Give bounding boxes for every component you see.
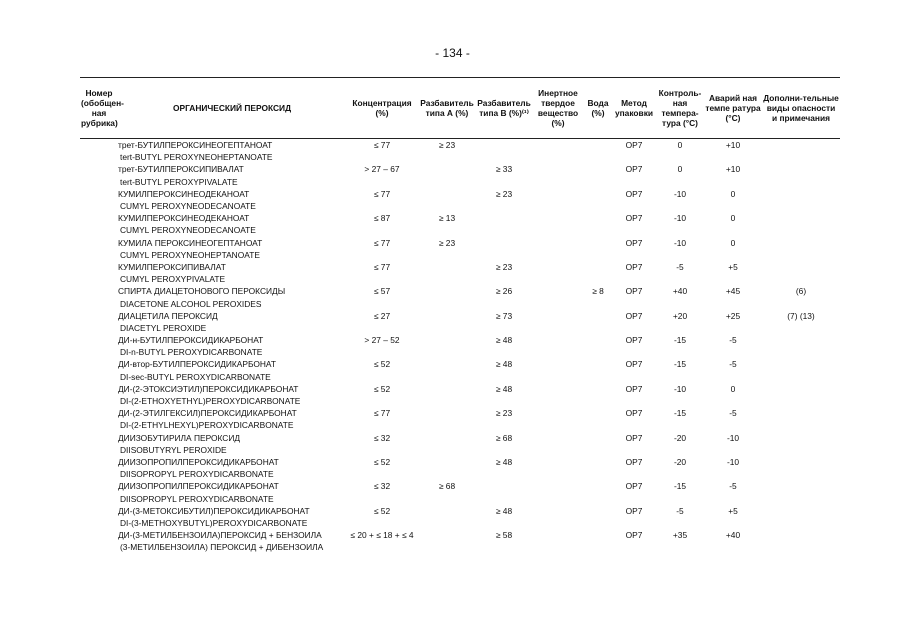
cell-emergency-temp: -5 [729, 481, 737, 492]
cell-num [80, 224, 118, 236]
cell-control-temp: -20 [673, 456, 687, 467]
cell-diluent-a [418, 432, 476, 444]
cell-inert-solid [532, 480, 584, 492]
cell-inert-solid [532, 407, 584, 419]
table-row [80, 407, 840, 419]
header-num: Номер (обобщен-ная рубрика) [80, 78, 118, 139]
cell-diluent-b [476, 139, 532, 152]
cell-packing-method: OP7 [625, 505, 643, 516]
header-hazards: Дополни-тельные виды опасности и примечания [762, 78, 840, 139]
cell-num [80, 261, 118, 273]
cell-diluent-b: ≥ 26 [495, 286, 513, 297]
cell-packing-method: OP7 [625, 140, 643, 151]
cell-peroxide-name-ru: ДИИЗОПРОПИЛПЕРОКСИДИКАРБОНАТ [118, 481, 279, 492]
cell-control-temp: -10 [673, 188, 687, 199]
cell-diluent-b: ≥ 23 [495, 261, 513, 272]
cell-num [80, 395, 118, 407]
cell-num [80, 310, 118, 322]
cell-packing-method: OP7 [625, 261, 643, 272]
cell-diluent-a [418, 529, 476, 541]
cell-peroxide-name-ru: ДИ-н-БУТИЛПЕРОКСИДИКАРБОНАТ [118, 335, 264, 346]
cell-diluent-a: ≥ 68 [438, 481, 456, 492]
cell-emergency-temp: 0 [730, 188, 736, 199]
cell-peroxide-name-ru: ДИ-(2-ЭТИЛГЕКСИЛ)ПЕРОКСИДИКАРБОНАТ [118, 408, 297, 419]
table-row-english [80, 322, 840, 334]
cell-control-temp: -5 [676, 505, 684, 516]
cell-num [80, 480, 118, 492]
cell-diluent-a: ≥ 13 [438, 213, 456, 224]
cell-peroxide-name-en: DIISOBUTYRYL PEROXIDE [120, 444, 227, 455]
cell-packing-method: OP7 [625, 359, 643, 370]
cell-peroxide-name-en: DI-(3-METHOXYBUTYL)PEROXYDICARBONATE [120, 517, 308, 528]
cell-emergency-temp: 0 [730, 237, 736, 248]
cell-water [584, 529, 612, 541]
cell-water [584, 505, 612, 517]
cell-control-temp: 0 [677, 164, 683, 175]
cell-num [80, 505, 118, 517]
cell-peroxide-name-en: CUMYL PEROXYNEOHEPTANOATE [120, 249, 260, 260]
page-number: - 134 - [435, 46, 470, 60]
cell-hazards [762, 456, 840, 468]
cell-control-temp: -15 [673, 408, 687, 419]
cell-diluent-a: ≥ 23 [438, 140, 456, 151]
header-emergency-temp: Аварий ная темпе ратура (°C) [704, 78, 762, 139]
cell-concentration: ≤ 77 [373, 188, 391, 199]
cell-emergency-temp: -5 [729, 408, 737, 419]
cell-peroxide-name-en: CUMYL PEROXYPIVALATE [120, 274, 226, 285]
cell-inert-solid [532, 358, 584, 370]
cell-diluent-a [418, 334, 476, 346]
cell-peroxide-name-ru: КУМИЛПЕРОКСИНЕОДЕКАНОАТ [118, 188, 250, 199]
cell-diluent-b: ≥ 48 [495, 456, 513, 467]
cell-packing-method: OP7 [625, 310, 643, 321]
cell-hazards [762, 505, 840, 517]
cell-control-temp: -10 [673, 383, 687, 394]
cell-diluent-a [418, 505, 476, 517]
cell-num [80, 322, 118, 334]
cell-control-temp: -10 [673, 213, 687, 224]
cell-control-temp: -10 [673, 237, 687, 248]
cell-emergency-temp: -10 [726, 456, 740, 467]
cell-peroxide-name-en: (3-МЕТИЛБЕНЗОИЛА) ПЕРОКСИД + ДИБЕНЗОИЛА [120, 542, 324, 553]
cell-diluent-a [418, 285, 476, 297]
cell-hazards [762, 139, 840, 152]
header-control-temp: Контроль-ная темпера-тура (°C) [656, 78, 704, 139]
cell-num [80, 517, 118, 529]
header-packing-method: Метод упаковки [612, 78, 656, 139]
cell-inert-solid [532, 261, 584, 273]
cell-hazards [762, 480, 840, 492]
cell-num [80, 297, 118, 309]
cell-emergency-temp: -5 [729, 359, 737, 370]
table-row-english [80, 346, 840, 358]
cell-diluent-a [418, 383, 476, 395]
cell-concentration: ≤ 52 [373, 456, 391, 467]
cell-concentration: ≤ 52 [373, 505, 391, 516]
cell-concentration: ≤ 77 [373, 237, 391, 248]
table-row [80, 237, 840, 249]
table-row-english [80, 151, 840, 163]
cell-peroxide-name-en: tert-BUTYL PEROXYNEOHEPTANOATE [120, 152, 273, 163]
cell-control-temp: -20 [673, 432, 687, 443]
cell-num [80, 468, 118, 480]
cell-control-temp: +40 [672, 286, 688, 297]
cell-inert-solid [532, 237, 584, 249]
cell-num [80, 151, 118, 163]
cell-inert-solid [532, 212, 584, 224]
cell-hazards [762, 407, 840, 419]
cell-water [584, 139, 612, 152]
cell-hazards [762, 358, 840, 370]
table-row-english [80, 419, 840, 431]
cell-peroxide-name-en: DI-(2-ETHOXYETHYL)PEROXYDICARBONATE [120, 396, 301, 407]
cell-peroxide-name-ru: ДИИЗОПРОПИЛПЕРОКСИДИКАРБОНАТ [118, 456, 279, 467]
cell-num [80, 285, 118, 297]
cell-num [80, 456, 118, 468]
table-row [80, 480, 840, 492]
cell-inert-solid [532, 432, 584, 444]
cell-packing-method: OP7 [625, 286, 643, 297]
table-row [80, 383, 840, 395]
cell-packing-method: OP7 [625, 408, 643, 419]
cell-control-temp: +35 [672, 530, 688, 541]
table-row [80, 261, 840, 273]
cell-emergency-temp: +5 [728, 505, 738, 516]
cell-inert-solid [532, 139, 584, 152]
cell-water [584, 310, 612, 322]
table-row [80, 505, 840, 517]
cell-water [584, 237, 612, 249]
cell-peroxide-name-en: DIACETONE ALCOHOL PEROXIDES [120, 298, 262, 309]
cell-inert-solid [532, 163, 584, 175]
cell-peroxide-name-en: DI-sec-BUTYL PEROXYDICARBONATE [120, 371, 271, 382]
table-row [80, 163, 840, 175]
table-row-english [80, 444, 840, 456]
cell-peroxide-name-en: CUMYL PEROXYNEODECANOATE [120, 201, 256, 212]
cell-diluent-a [418, 407, 476, 419]
cell-concentration: ≤ 87 [373, 213, 391, 224]
cell-diluent-a [418, 310, 476, 322]
cell-peroxide-name-en: DI-(2-ETHYLHEXYL)PEROXYDICARBONATE [120, 420, 294, 431]
cell-num [80, 358, 118, 370]
cell-diluent-b: ≥ 48 [495, 383, 513, 394]
cell-diluent-b [476, 237, 532, 249]
cell-num [80, 492, 118, 504]
cell-concentration: > 27 – 52 [364, 335, 400, 346]
cell-diluent-b: ≥ 58 [495, 530, 513, 541]
cell-packing-method: OP7 [625, 335, 643, 346]
table-row-english [80, 273, 840, 285]
cell-num [80, 139, 118, 152]
cell-num [80, 383, 118, 395]
cell-hazards [762, 163, 840, 175]
cell-inert-solid [532, 285, 584, 297]
table-row [80, 432, 840, 444]
cell-num [80, 407, 118, 419]
cell-num [80, 419, 118, 431]
cell-packing-method: OP7 [625, 237, 643, 248]
cell-diluent-a [418, 358, 476, 370]
cell-diluent-b: ≥ 48 [495, 505, 513, 516]
table-row [80, 139, 840, 152]
header-inert-solid: Инертное твердое вещество (%) [532, 78, 584, 139]
cell-peroxide-name-en: CUMYL PEROXYNEODECANOATE [120, 225, 256, 236]
cell-diluent-a [418, 261, 476, 273]
cell-diluent-b [476, 480, 532, 492]
header-water: Вода (%) [584, 78, 612, 139]
cell-diluent-a: ≥ 23 [438, 237, 456, 248]
cell-peroxide-name-ru: ДИАЦЕТИЛА ПЕРОКСИД [118, 310, 218, 321]
cell-hazards: (6) [795, 286, 807, 297]
cell-concentration: ≤ 32 [373, 432, 391, 443]
cell-packing-method: OP7 [625, 432, 643, 443]
cell-control-temp: -15 [673, 359, 687, 370]
cell-concentration: ≤ 77 [373, 140, 391, 151]
table-row-english [80, 517, 840, 529]
cell-emergency-temp: +40 [725, 530, 741, 541]
table-row [80, 529, 840, 541]
table-row-english [80, 468, 840, 480]
cell-num [80, 334, 118, 346]
cell-inert-solid [532, 383, 584, 395]
cell-concentration: ≤ 52 [373, 383, 391, 394]
cell-control-temp: -5 [676, 261, 684, 272]
cell-control-temp: 0 [677, 140, 683, 151]
cell-water [584, 432, 612, 444]
cell-peroxide-name-ru: ДИ-(3-МЕТИЛБЕНЗОИЛА)ПЕРОКСИД + БЕНЗОИЛА [118, 530, 322, 541]
cell-emergency-temp: -5 [729, 335, 737, 346]
header-diluent-a: Разбавитель типа А (%) [418, 78, 476, 139]
cell-packing-method: OP7 [625, 188, 643, 199]
cell-peroxide-name-ru: ДИ-(3-МЕТОКСИБУТИЛ)ПЕРОКСИДИКАРБОНАТ [118, 505, 310, 516]
cell-num [80, 529, 118, 541]
cell-num [80, 237, 118, 249]
cell-diluent-a [418, 188, 476, 200]
cell-emergency-temp: 0 [730, 383, 736, 394]
table-row-english [80, 224, 840, 236]
cell-inert-solid [532, 188, 584, 200]
cell-hazards [762, 212, 840, 224]
cell-hazards [762, 432, 840, 444]
cell-control-temp: -15 [673, 481, 687, 492]
cell-concentration: ≤ 32 [373, 481, 391, 492]
cell-num [80, 249, 118, 261]
cell-water [584, 456, 612, 468]
cell-control-temp: +20 [672, 310, 688, 321]
cell-peroxide-name-ru: ДИ-втор-БУТИЛПЕРОКСИДИКАРБОНАТ [118, 359, 276, 370]
table-row-english [80, 541, 840, 553]
cell-diluent-a [418, 163, 476, 175]
cell-inert-solid [532, 456, 584, 468]
cell-num [80, 212, 118, 224]
table-row-english [80, 297, 840, 309]
cell-diluent-b: ≥ 23 [495, 408, 513, 419]
table-row [80, 358, 840, 370]
cell-concentration: ≤ 57 [373, 286, 391, 297]
table-row-english [80, 249, 840, 261]
cell-peroxide-name-en: DIACETYL PEROXIDE [120, 322, 207, 333]
cell-peroxide-name-ru: трет-БУТИЛПЕРОКСИПИВАЛАТ [118, 164, 244, 175]
cell-concentration: ≤ 77 [373, 261, 391, 272]
table-row [80, 310, 840, 322]
cell-diluent-b: ≥ 48 [495, 359, 513, 370]
cell-peroxide-name-en: DIISOPROPYL PEROXYDICARBONATE [120, 493, 274, 504]
cell-emergency-temp: +25 [725, 310, 741, 321]
header-concentration: Концентрация (%) [346, 78, 418, 139]
cell-num [80, 200, 118, 212]
cell-num [80, 432, 118, 444]
table-row [80, 285, 840, 297]
cell-hazards [762, 237, 840, 249]
cell-num [80, 163, 118, 175]
table-row-english [80, 492, 840, 504]
cell-peroxide-name-ru: ДИИЗОБУТИРИЛА ПЕРОКСИД [118, 432, 241, 443]
cell-water [584, 212, 612, 224]
table-row [80, 334, 840, 346]
cell-diluent-b: ≥ 73 [495, 310, 513, 321]
organic-peroxides-table [80, 77, 840, 553]
cell-packing-method: OP7 [625, 481, 643, 492]
cell-emergency-temp: +5 [728, 261, 738, 272]
cell-peroxide-name-en: DIISOPROPYL PEROXYDICARBONATE [120, 469, 274, 480]
cell-num [80, 371, 118, 383]
cell-emergency-temp: 0 [730, 213, 736, 224]
cell-num [80, 346, 118, 358]
cell-water [584, 334, 612, 346]
cell-emergency-temp: +10 [725, 140, 741, 151]
cell-packing-method: OP7 [625, 530, 643, 541]
cell-hazards [762, 529, 840, 541]
cell-water [584, 163, 612, 175]
cell-emergency-temp: -10 [726, 432, 740, 443]
cell-inert-solid [532, 310, 584, 322]
cell-water [584, 383, 612, 395]
table-row [80, 212, 840, 224]
cell-diluent-b: ≥ 33 [495, 164, 513, 175]
cell-water [584, 358, 612, 370]
cell-peroxide-name-ru: СПИРТА ДИАЦЕТОНОВОГО ПЕРОКСИДЫ [118, 286, 286, 297]
cell-inert-solid [532, 529, 584, 541]
cell-num [80, 188, 118, 200]
table-header-row [80, 78, 840, 139]
cell-water [584, 261, 612, 273]
cell-emergency-temp: +45 [725, 286, 741, 297]
cell-inert-solid [532, 505, 584, 517]
table-row-english [80, 200, 840, 212]
cell-packing-method: OP7 [625, 164, 643, 175]
header-peroxide: ОРГАНИЧЕСКИЙ ПЕРОКСИД [118, 78, 346, 139]
cell-hazards [762, 261, 840, 273]
cell-diluent-b [476, 212, 532, 224]
cell-concentration: ≤ 77 [373, 408, 391, 419]
cell-peroxide-name-ru: КУМИЛА ПЕРОКСИНЕОГЕПТАНОАТ [118, 237, 263, 248]
table-row-english [80, 176, 840, 188]
table-row-english [80, 395, 840, 407]
cell-concentration: ≤ 20 + ≤ 18 + ≤ 4 [350, 530, 414, 541]
cell-concentration: > 27 – 67 [364, 164, 400, 175]
cell-water [584, 480, 612, 492]
table-row [80, 188, 840, 200]
cell-peroxide-name-en: tert-BUTYL PEROXYPIVALATE [120, 176, 238, 187]
cell-hazards: (7) (13) [787, 310, 815, 321]
table-row-english [80, 371, 840, 383]
cell-concentration: ≤ 52 [373, 359, 391, 370]
cell-inert-solid [532, 334, 584, 346]
cell-num [80, 541, 118, 553]
cell-num [80, 273, 118, 285]
table-row [80, 456, 840, 468]
cell-control-temp: -15 [673, 335, 687, 346]
cell-hazards [762, 383, 840, 395]
cell-peroxide-name-ru: ДИ-(2-ЭТОКСИЭТИЛ)ПЕРОКСИДИКАРБОНАТ [118, 383, 299, 394]
cell-emergency-temp: +10 [725, 164, 741, 175]
table-body [80, 139, 840, 554]
cell-peroxide-name-ru: КУМИЛПЕРОКСИПИВАЛАТ [118, 261, 226, 272]
cell-packing-method: OP7 [625, 383, 643, 394]
cell-hazards [762, 334, 840, 346]
cell-water [584, 188, 612, 200]
cell-diluent-b: ≥ 23 [495, 188, 513, 199]
cell-packing-method: OP7 [625, 213, 643, 224]
cell-num [80, 176, 118, 188]
cell-num [80, 444, 118, 456]
cell-peroxide-name-ru: КУМИЛПЕРОКСИНЕОДЕКАНОАТ [118, 213, 250, 224]
cell-hazards [762, 188, 840, 200]
cell-water: ≥ 8 [592, 286, 604, 297]
cell-diluent-a [418, 456, 476, 468]
cell-water [584, 407, 612, 419]
cell-peroxide-name-en: DI-n-BUTYL PEROXYDICARBONATE [120, 347, 263, 358]
cell-packing-method: OP7 [625, 456, 643, 467]
header-diluent-b: Разбавитель типа В (%)⁽¹⁾ [476, 78, 532, 139]
cell-peroxide-name-ru: трет-БУТИЛПЕРОКСИНЕОГЕПТАНОАТ [118, 140, 273, 151]
cell-concentration: ≤ 27 [373, 310, 391, 321]
cell-diluent-b: ≥ 48 [495, 335, 513, 346]
cell-diluent-b: ≥ 68 [495, 432, 513, 443]
